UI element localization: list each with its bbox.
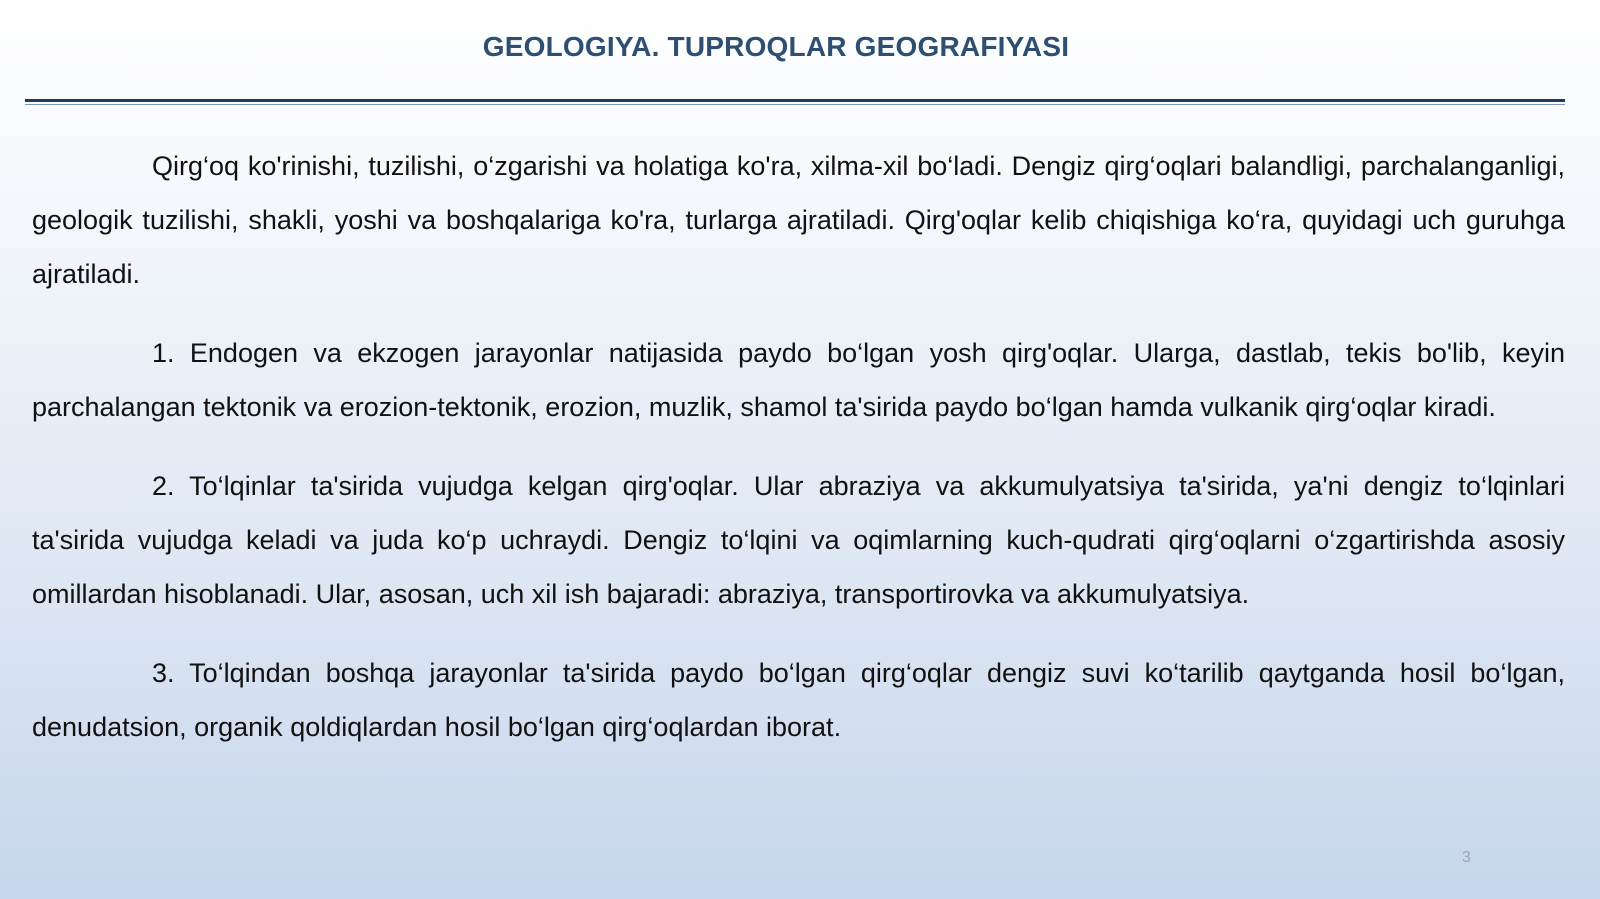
slide-body [32,139,1565,779]
slide-title: GEOLOGIYA. TUPROQLAR GEOGRAFIYASI [482,31,1070,62]
list-item-1-paragraph: 1. Endogen va ekzogen jarayonlar natijasida paydo bo‘lgan yosh qirg'oqlar. Ularga, dastlab, tekis bo'lib, keyin parchalangan tektonik va erozion-tektonik, erozion, muzlik, shamol ta'sirida paydo bo‘lgan hamda vulkanik qirg‘oqlar kiradi. [32,338,1565,422]
intro-paragraph: Qirg‘oq ko'rinishi, tuzilishi, o‘zgarishi va holatiga ko'ra, xilma-xil bo‘ladi. Dengiz qirg‘oqlari balandligi, parchalanganligi, geologik tuzilishi, shakli, yoshi va boshqalariga ko'ra, turlarga ajratiladi. Qirg'oqlar kelib chiqishiga ko‘ra, quyidagi uch guruhga ajratiladi. [32,151,1565,289]
title-divider-thin-line [25,104,1565,105]
title-divider [25,99,1565,105]
title-divider-thick-line [25,99,1565,102]
page-number: 3 [1462,849,1471,866]
list-item-3-paragraph: 3. To‘lqindan boshqa jarayonlar ta'sirida paydo bo‘lgan qirg‘oqlar dengiz suvi ko‘tarilib qaytganda hosil bo‘lgan, denudatsion, organik qoldiqlardan hosil bo‘lgan qirg‘oqlardan iborat. [32,658,1565,742]
list-item-2-paragraph: 2. To‘lqinlar ta'sirida vujudga kelgan qirg'oqlar. Ular abraziya va akkumulyatsiya ta'sirida, ya'ni dengiz to‘lqinlari ta'sirida vujudga keladi va juda ko‘p uchraydi. Dengiz to‘lqini va oqimlarning kuch-qudrati qirg‘oqlarni o‘zgartirishda asosiy omillardan hisoblanadi. Ular, asosan, uch xil ish bajaradi: abraziya, transportirovka va akkumulyatsiya. [32,471,1565,609]
